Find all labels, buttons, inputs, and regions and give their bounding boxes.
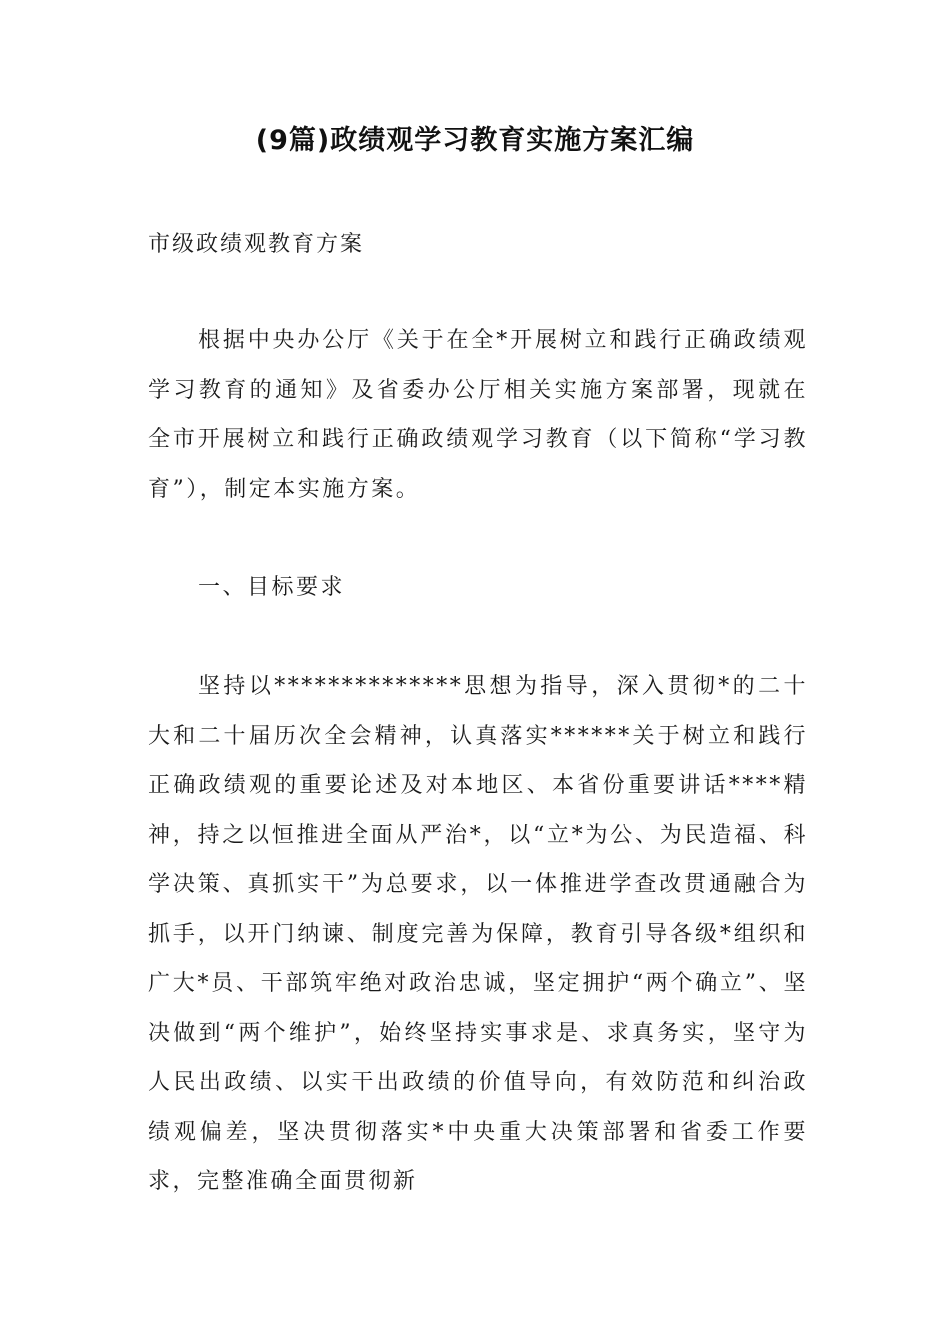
intro-paragraph: 根据中央办公厅《关于在全*开展树立和践行正确政绩观学习教育的通知》及省委办公厅相关实施方案部署，现就在全市开展树立和践行正确政绩观学习教育（以下简称“学习教育”），制定本实施方案。 [148,328,808,502]
document-subtitle: 市级政绩观教育方案 [148,232,365,257]
section-heading: 一、目标要求 [198,575,346,600]
body-paragraph: 坚持以**************思想为指导，深入贯彻*的二十大和二十届历次全会精神，认真落实******关于树立和践行正确政绩观的重要论述及对本地区、本省份重要讲话****精神，持之以恒推进全面从严治*，以“立*为公、为民造福、科学决策、真抓实干”为总要求，以一体推进学查改贯通融合为抓手，以开门纳谏、制度完善为保障，教育引导各级*组织和广大*员、干部筑牢绝对政治忠诚，坚定拥护“两个确立”、坚决做到“两个维护”，始终坚持实事求是、求真务实，坚守为人民出政绩、以实干出政绩的价值导向，有效防范和纠治政绩观偏差，坚决贯彻落实*中央重大决策部署和省委工作要求，完整准确全面贯彻新 [148,674,808,1194]
document-title: (9篇)政绩观学习教育实施方案汇编 [255,125,695,156]
